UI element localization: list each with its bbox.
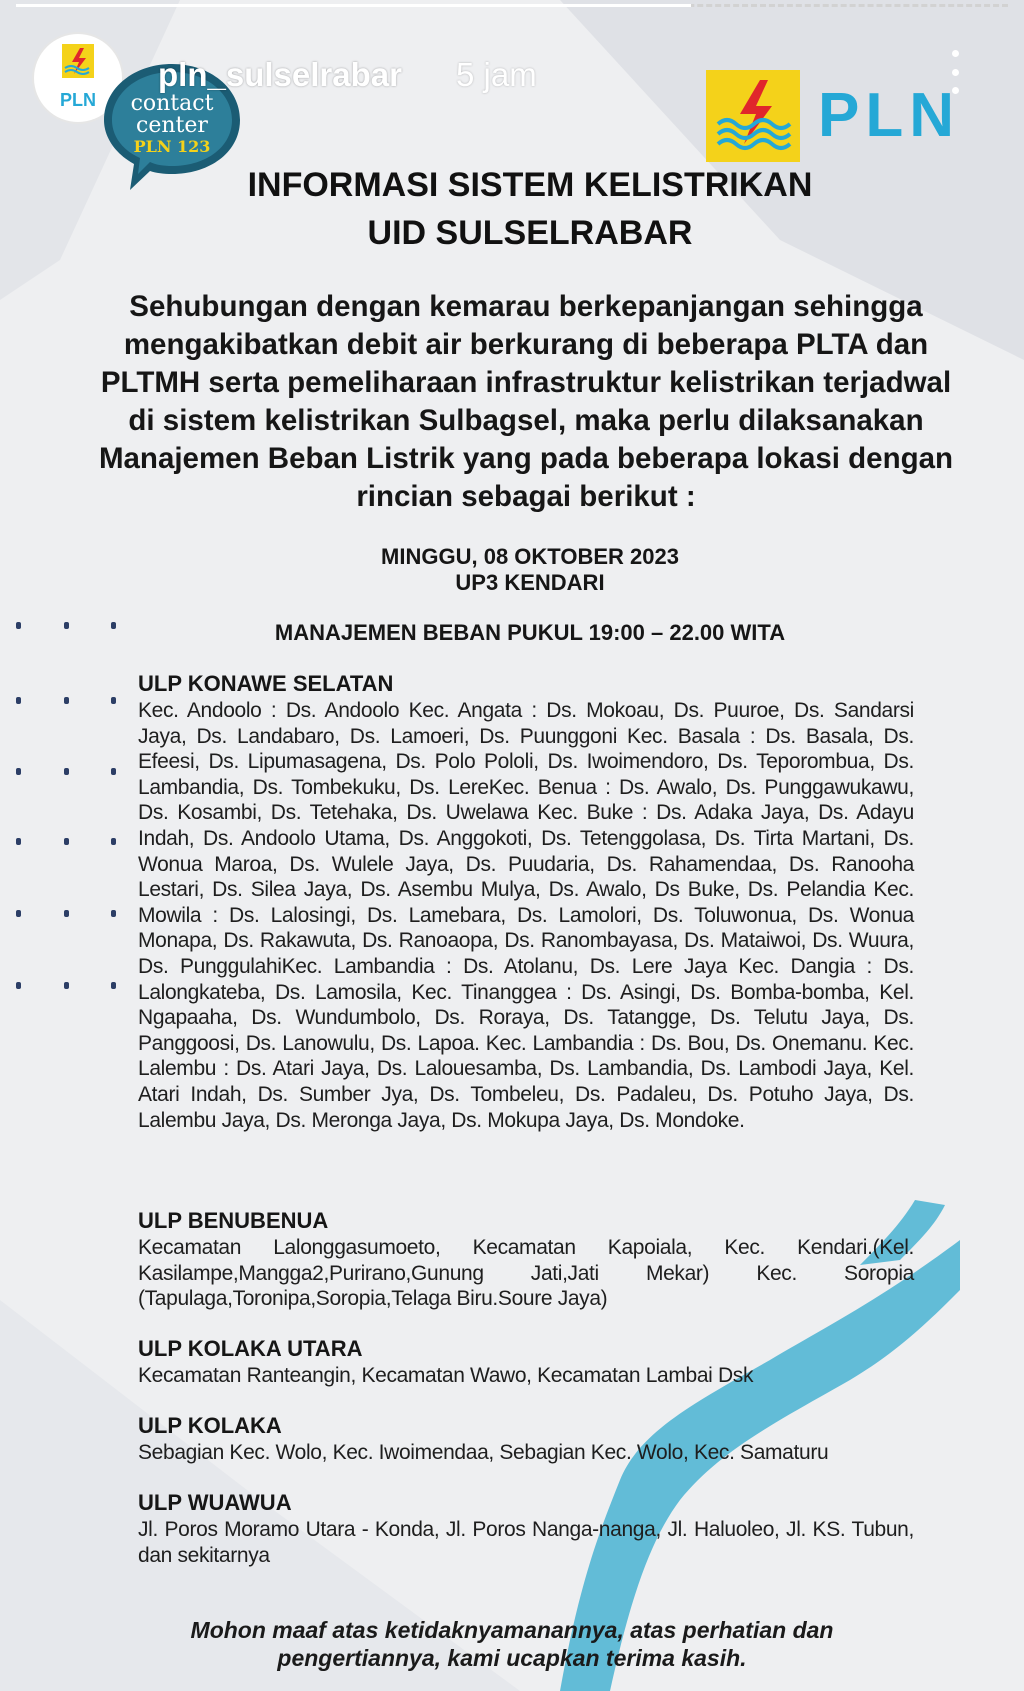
section-konawe-selatan <box>138 671 914 1133</box>
story-progress-bar <box>16 4 1008 10</box>
section-body: Kecamatan Ranteangin, Kecamatan Wawo, Kecamatan Lambai Dsk <box>138 1364 754 1387</box>
contact-badge-line3: PLN 123 <box>133 137 211 156</box>
story-username[interactable]: pln_sulselrabar <box>158 56 402 93</box>
section-kolaka-utara <box>138 1336 914 1389</box>
section-heading: ULP KOLAKA UTARA <box>138 1336 363 1361</box>
decorative-dots <box>16 910 116 917</box>
section-kolaka <box>138 1413 914 1466</box>
decorative-dots <box>16 697 116 704</box>
notice-title-line2: UID SULSELRABAR <box>367 214 693 252</box>
section-wuawua <box>138 1490 914 1568</box>
notice-title-line1: INFORMASI SISTEM KELISTRIKAN <box>247 166 813 204</box>
section-heading: ULP WUAWUA <box>138 1490 292 1515</box>
notice-unit: UP3 KENDARI <box>455 570 605 595</box>
story-progress-fill <box>16 4 691 7</box>
decorative-dots <box>16 768 116 775</box>
story-timestamp: 5 jam <box>456 56 537 93</box>
section-body: Kecamatan Lalonggasumoeto, Kecamatan Kapoiala, Kec. Kendari.(Kel. Kasilampe,Mangga2,Purirano,Gunung Jati,Jati Mekar) Kec. Soropia (Tapulaga,Toronipa,Soropia,Telaga Biru.Soure Jaya) <box>138 1236 914 1311</box>
decorative-dots <box>16 982 116 989</box>
section-heading: ULP BENUBENUA <box>138 1208 329 1233</box>
notice-intro: Sehubungan dengan kemarau berkepanjangan sehingga mengakibatkan debit air berkurang di beberapa PLTA dan PLTMH serta pemeliharaan infrastruktur kelistrikan terjadwal di sistem kelistrikan Sulbagsel, maka perlu dilaksanakan Manajemen Beban Listrik yang pada beberapa lokasi dengan rincian sebagai berikut : <box>98 290 954 513</box>
notice-date: MINGGU, 08 OKTOBER 2023 <box>381 544 679 569</box>
decorative-dots <box>16 622 116 629</box>
section-body: Kec. Andoolo : Ds. Andoolo Kec. Angata : Ds. Mokoau, Ds. Puuroe, Ds. Sandarsi Jaya, Ds. Landabaro, Ds. Lamoeri, Ds. Puunggoni Kec. Basala : Ds. Basala, Ds. Efeesi, Ds. Lipumasagena, Ds. Polo Pololi, Ds. Iwoimendoro, Ds. Teporombua, Ds. Lambandia, Ds. Tombekuku, Ds. LereKec. Benua : Ds. Awalo, Ds. Punggawukawu, Ds. Kosambi, Ds. Tetehaka, Ds. Uwelawa Kec. Buke : Ds. Adaka Jaya, Ds. Adayu Indah, Ds. Andoolo Utama, Ds. Anggokoti, Ds. Tetenggolasa, Ds. Tirta Martani, Ds. Wonua Maroa, Ds. Wulele Jaya, Ds. Puudaria, Ds. Rahamendaa, Ds. Ranooha Lestari, Ds. Silea Jaya, Ds. Asembu Mulya, Ds. Awalo, Ds Buke, Ds. Pelandia Kec. Mowila : Ds. Lalosingi, Ds. Lamebara, Ds. Lamolori, Ds. Toluwonua, Ds. Wonua Monapa, Ds. Rakawuta, Ds. Ranoaopa, Ds. Ranombayasa, Ds. Mataiwoi, Ds. Wuura, Ds. PunggulahiKec. Lambandia : Ds. Atolanu, Ds. Lere Jaya Kec. Dangia : Ds. Lalongkateba, Ds. Lamosila, Kec. Tinanggea : Ds. Asingi, Ds. Bomba-bomba, Kel. Ngapaaha, Ds. Wundumbolo, Ds. Roraya, Ds. Tatangge, Ds. Telutu Jaya, Ds. Panggoosi, Ds. Lanowulu, Ds. Lapoa. Kec. Lambandia : Ds. Bou, Ds. Onemanu. Kec. Lalembu : Ds. Atari Jaya, Ds. Lalouesamba, Ds. Lambandia, Ds. Lambodi Jaya, Kel. Atari Indah, Ds. Sumber Jya, Ds. Tombeleu, Ds. Padaleu, Ds. Potuho Jaya, Ds. Lalembu Jaya, Ds. Meronga Jaya, Ds. Mokupa Jaya, Ds. Mondoke. <box>138 699 914 1132</box>
notice-schedule: MANAJEMEN BEBAN PUKUL 19:00 – 22.00 WITA <box>274 620 786 645</box>
svg-text:PLN: PLN <box>60 90 96 110</box>
section-benubenua <box>138 1208 914 1312</box>
pln-logo-text: PLN <box>818 81 960 150</box>
decorative-dots <box>16 838 116 845</box>
section-heading: ULP KONAWE SELATAN <box>138 671 394 696</box>
section-body: Jl. Poros Moramo Utara - Konda, Jl. Poros Nanga-nanga, Jl. Haluoleo, Jl. KS. Tubun, dan sekitarnya <box>138 1518 914 1567</box>
contact-badge-line2: center <box>136 113 208 138</box>
section-heading: ULP KOLAKA <box>138 1413 282 1438</box>
notice-footer: Mohon maaf atas ketidaknyamanannya, atas perhatian dan pengertiannya, kami ucapkan terima kasih. <box>190 1617 834 1671</box>
contact-badge-line1: contact <box>130 91 214 116</box>
section-body: Sebagian Kec. Wolo, Kec. Iwoimendaa, Sebagian Kec. Wolo, Kec. Samaturu <box>138 1441 829 1464</box>
